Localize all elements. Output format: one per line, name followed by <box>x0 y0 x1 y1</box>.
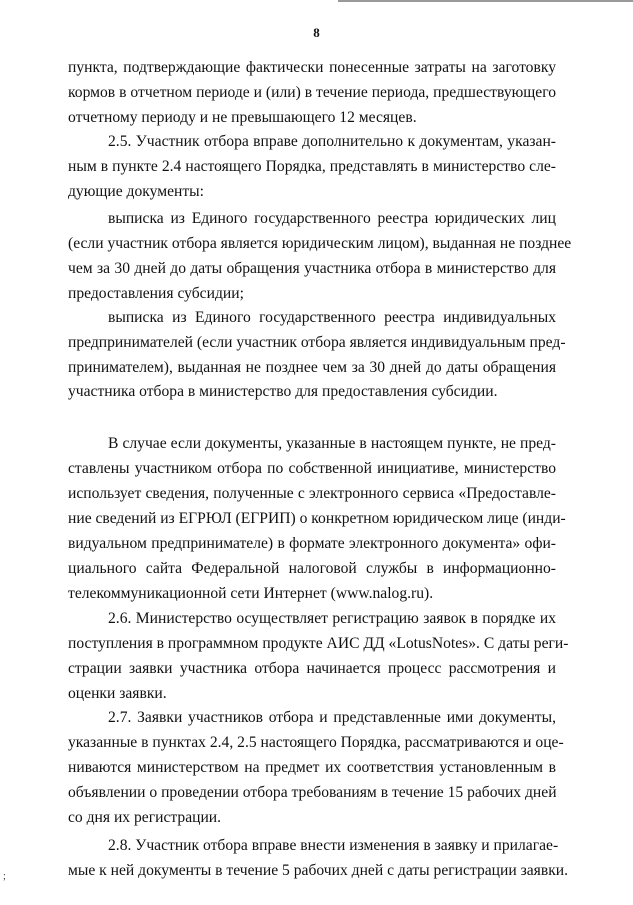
text-line: использует сведения, полученные с электронного сервиса «Предоставле- <box>68 485 556 502</box>
text-line: предпринимателей (если участник отбора является индивидуальным пред- <box>68 334 566 351</box>
text-line: чем за 30 дней до даты обращения участника отбора в министерство для <box>68 260 556 277</box>
text-line: поступления в программном продукте АИС ДД «LotusNotes». С даты реги- <box>68 635 569 652</box>
text-line: (если участник отбора является юридическим лицом), выданная не позднее <box>68 235 572 252</box>
text-line: объявлении о проведении отбора требованиям в течение 15 рабочих дней <box>68 784 557 801</box>
text-line: В случае если документы, указанные в настоящем пункте, не пред- <box>108 435 556 452</box>
text-line: пункта, подтверждающие фактически понесенные затраты на заготовку <box>68 59 556 76</box>
text-line: принимателем), выданная не позднее чем за 30 дней до даты обращения <box>68 359 556 376</box>
text-line: участника отбора в министерство для предоставления субсидии. <box>68 383 498 400</box>
text-line: телекоммуникационной сети Интернет (www.nalog.ru). <box>68 585 434 602</box>
text-line: мые к ней документы в течение 5 рабочих дней с даты регистрации заявки. <box>68 862 569 879</box>
text-line: ным в пункте 2.4 настоящего Порядка, представлять в министерство сле- <box>68 158 556 175</box>
text-line: со дня их регистрации. <box>68 809 222 826</box>
text-line: ставлены участником отбора по собственной инициативе, министерство <box>68 460 556 477</box>
text-line: оценки заявки. <box>68 685 167 702</box>
text-line: выписка из Единого государственного реестра юридических лиц <box>108 210 556 227</box>
text-line: кормов в отчетном периоде и (или) в течение периода, предшествующего <box>68 84 556 101</box>
text-line: ниваются министерством на предмет их соответствия установленным в <box>68 759 556 776</box>
text-line: указанные в пунктах 2.4, 2.5 настоящего Порядка, рассматриваются и оце- <box>68 734 564 751</box>
text-line: отчетному периоду и не превышающего 12 месяцев. <box>68 109 417 126</box>
page-number: 8 <box>313 25 320 40</box>
top-scan-rule <box>338 0 633 2</box>
text-line: выписка из Единого государственного реестра индивидуальных <box>108 309 556 326</box>
text-line: дующие документы: <box>68 183 204 200</box>
text-line: ние сведений из ЕГРЮЛ (ЕГРИП) о конкретном юридическом лице (инди- <box>68 510 566 527</box>
text-line: циального сайта Федеральной налоговой службы в информационно- <box>68 560 556 577</box>
margin-mark: ; <box>3 871 6 882</box>
text-line: предоставления субсидии; <box>68 285 244 302</box>
text-line: 2.7. Заявки участников отбора и представленные ими документы, <box>108 709 556 726</box>
text-line: 2.5. Участник отбора вправе дополнительно к документам, указан- <box>108 133 556 150</box>
text-line: страции заявки участника отбора начинается процесс рассмотрения и <box>68 660 556 677</box>
text-line: 2.6. Министерство осуществляет регистрацию заявок в порядке их <box>108 610 556 627</box>
text-line: 2.8. Участник отбора вправе внести изменения в заявку и прилагае- <box>108 837 559 854</box>
text-line: видуальном предпринимателе) в формате электронного документа» офи- <box>68 535 556 552</box>
